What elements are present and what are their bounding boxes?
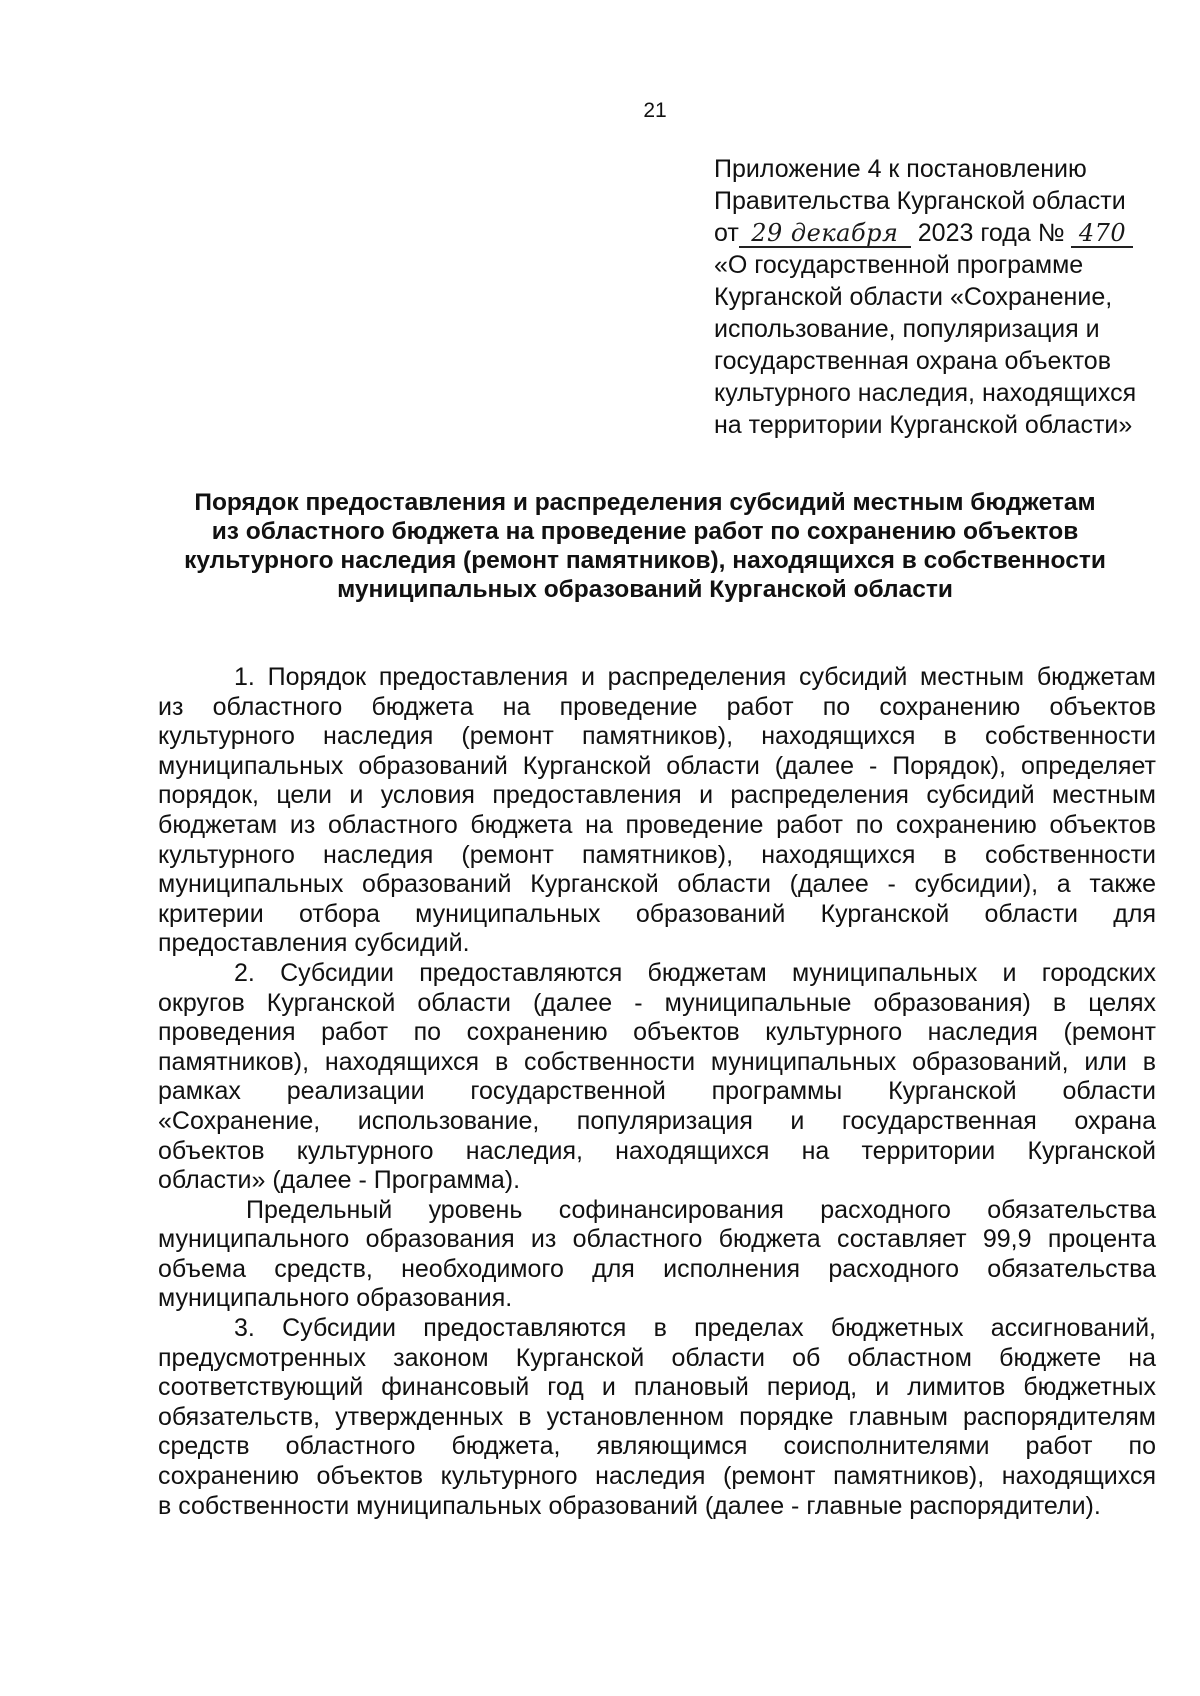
paragraph-1-line: культурного наследия (ремонт памятников), находящихся в собственности — [158, 840, 1156, 869]
paragraph-2b-line: муниципального образования из областного бюджета составляет 99,9 процента — [158, 1225, 1156, 1254]
paragraph-1-line: 1. Порядок предоставления и распределения субсидий местным бюджетам — [234, 663, 1156, 691]
appendix-date-prefix: от — [714, 219, 739, 247]
paragraph-2-line: «Сохранение, использование, популяризация и государственная охрана — [158, 1106, 1156, 1135]
paragraph-1-line: порядок, цели и условия предоставления и распределения субсидий местным — [158, 781, 1156, 810]
title-line: муниципальных образований Курганской области — [337, 576, 953, 603]
paragraph-2b-line: муниципального образования. — [158, 1284, 513, 1313]
paragraph-3-line: предусмотренных законом Курганской области об областном бюджете на — [158, 1343, 1156, 1372]
paragraph-2-line: проведения работ по сохранению объектов культурного наследия (ремонт — [158, 1018, 1156, 1047]
title-line: культурного наследия (ремонт памятников), находящихся в собственности — [184, 547, 1106, 574]
document-body — [158, 663, 1156, 1521]
appendix-line: использование, популяризация и — [714, 315, 1100, 343]
paragraph-1-line: культурного наследия (ремонт памятников), находящихся в собственности — [158, 722, 1156, 751]
appendix-date-line — [714, 217, 1184, 249]
paragraph-1-line: бюджетам из областного бюджета на проведение работ по сохранению объектов — [158, 810, 1156, 839]
appendix-line: Приложение 4 к постановлению — [714, 155, 1087, 183]
paragraph-2-line: объектов культурного наследия, находящихся на территории Курганской — [158, 1136, 1156, 1165]
paragraph-2b-line: Предельный уровень софинансирования расходного обязательства — [246, 1195, 1156, 1224]
paragraph-2-line: памятников), находящихся в собственности муниципальных образований, или в — [158, 1047, 1156, 1076]
paragraph-1-line: муниципальных образований Курганской области (далее - Порядок), определяет — [158, 751, 1156, 780]
paragraph-3-line: средств областного бюджета, являющимся соисполнителями работ по — [158, 1432, 1156, 1461]
paragraph-2-line: области» (далее - Программа). — [158, 1166, 521, 1195]
paragraph-1-line: из областного бюджета на проведение работ по сохранению объектов — [158, 692, 1156, 721]
appendix-line: на территории Курганской области» — [714, 411, 1133, 439]
appendix-header — [714, 153, 1184, 441]
handwritten-date: 29 декабря — [739, 220, 911, 248]
paragraph-1-line: предоставления субсидий. — [158, 929, 470, 958]
paragraph-2-line: рамках реализации государственной программы Курганской области — [158, 1077, 1156, 1106]
appendix-year: 2023 года № — [917, 219, 1065, 247]
paragraph-1-line: критерии отбора муниципальных образований Курганской области для — [158, 899, 1156, 928]
document-title — [150, 488, 1140, 604]
paragraph-3-line: соответствующий финансовый год и плановый период, и лимитов бюджетных — [158, 1373, 1156, 1402]
title-line: из областного бюджета на проведение работ по сохранению объектов — [211, 518, 1079, 545]
paragraph-3-line: в собственности муниципальных образований (далее - главные распорядители). — [158, 1491, 1101, 1520]
appendix-line: Правительства Курганской области — [714, 187, 1126, 215]
appendix-line: Курганской области «Сохранение, — [714, 283, 1113, 311]
page-number: 21 — [643, 99, 667, 122]
paragraph-2b-line: объема средств, необходимого для исполнения расходного обязательства — [158, 1254, 1156, 1283]
title-line: Порядок предоставления и распределения субсидий местным бюджетам — [194, 489, 1096, 516]
paragraph-2-line: округов Курганской области (далее - муниципальные образования) в целях — [158, 988, 1156, 1017]
paragraph-2-line: 2. Субсидии предоставляются бюджетам муниципальных и городских — [234, 958, 1156, 987]
appendix-line: государственная охрана объектов — [714, 347, 1111, 375]
appendix-line: культурного наследия, находящихся — [714, 379, 1137, 407]
paragraph-3-line: обязательств, утвержденных в установленном порядке главным распорядителям — [158, 1402, 1156, 1431]
handwritten-number: 470 — [1071, 220, 1133, 248]
paragraph-3-line: сохранению объектов культурного наследия (ремонт памятников), находящихся — [158, 1462, 1156, 1491]
appendix-line: «О государственной программе — [714, 251, 1084, 279]
paragraph-3-line: 3. Субсидии предоставляются в пределах бюджетных ассигнований, — [234, 1314, 1156, 1343]
paragraph-1-line: муниципальных образований Курганской области (далее - субсидии), а также — [158, 870, 1156, 899]
